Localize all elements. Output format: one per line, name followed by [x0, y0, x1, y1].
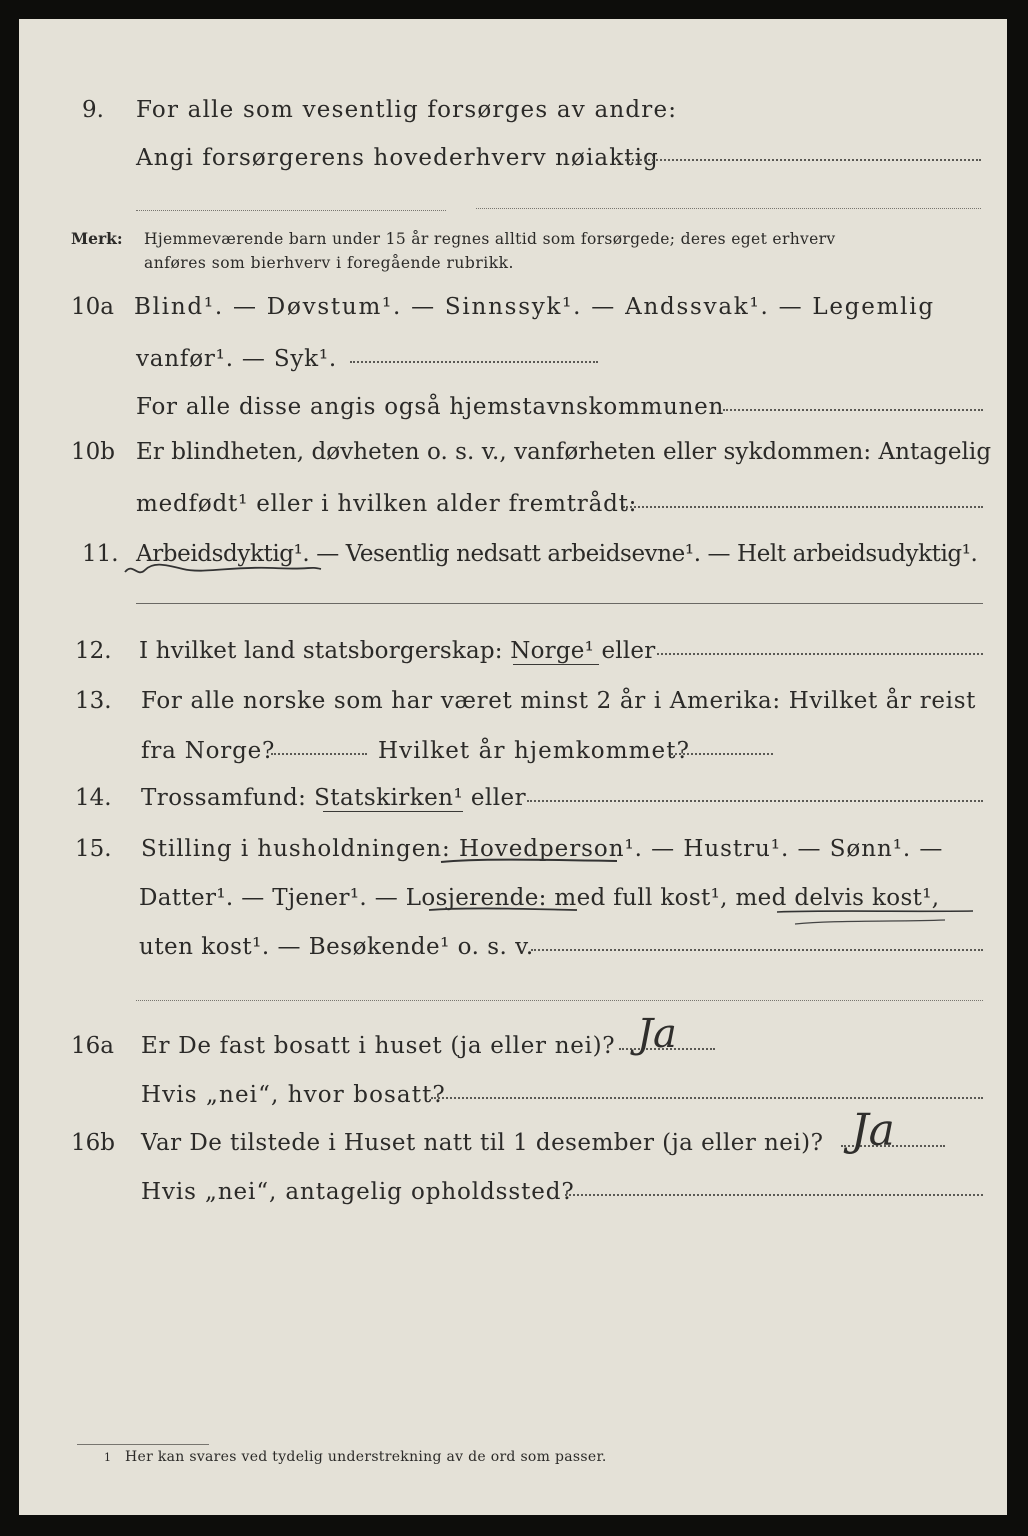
census-form-page	[19, 19, 1007, 1515]
q16a-number: 16a	[71, 1033, 114, 1059]
q13-line2a: fra Norge?	[141, 738, 276, 764]
q10b-number: 10b	[71, 439, 115, 465]
merk-label: Merk:	[71, 229, 123, 248]
q13-return-line[interactable]	[671, 753, 773, 755]
q16b-handwritten-answer: Ja	[851, 1105, 895, 1156]
footnote-text: Her kan svares ved tydelig understrekning av de ord som passer.	[125, 1449, 607, 1465]
q12-norge-underline	[513, 664, 599, 665]
q14-number: 14.	[75, 785, 112, 811]
q11-line1: Arbeidsdyktig¹. — Vesentlig nedsatt arbeidsevne¹. — Helt arbeidsudyktig¹.	[136, 541, 978, 567]
q15-line3: uten kost¹. — Besøkende¹ o. s. v.	[139, 934, 534, 960]
q10a-line3: For alle disse angis også hjemstavnskommunen	[136, 394, 725, 420]
q15-losjerende-underline	[427, 904, 579, 918]
q15-line2: Datter¹. — Tjener¹. — Losjerende: med full kost¹, med delvis kost¹,	[139, 885, 940, 911]
q15-line1: Stilling i husholdningen: Hovedperson¹. — Hustru¹. — Sønn¹. —	[141, 836, 944, 862]
q13-line2b: Hvilket år hjemkommet?	[378, 738, 691, 764]
q9-answer-line-2a[interactable]	[136, 210, 446, 211]
merk-line2: anføres som bierhverv i foregående rubrikk.	[144, 254, 514, 272]
q15-answer-line-2[interactable]	[136, 1000, 983, 1001]
q9-line1: For alle som vesentlig forsørges av andre:	[136, 97, 678, 123]
q10b-line1: Er blindheten, døvheten o. s. v., vanførheten eller sykdommen: Antagelig	[136, 439, 992, 465]
q10a-line1: Blind¹. — Døvstum¹. — Sinnssyk¹. — Andssvak¹. — Legemlig	[134, 294, 935, 320]
q14-statskirken-underline	[323, 811, 463, 812]
q15-delvis-underline	[775, 908, 975, 932]
q16a-residence-line[interactable]	[431, 1097, 983, 1099]
q9-number: 9.	[82, 97, 104, 123]
q16b-line1: Var De tilstede i Huset natt til 1 desember (ja eller nei)?	[141, 1130, 824, 1156]
q10a-line2: vanfør¹. — Syk¹.	[136, 346, 338, 372]
q16a-handwritten-answer: Ja	[637, 1011, 677, 1057]
q12-answer-line[interactable]	[657, 653, 983, 655]
q16b-stay-line[interactable]	[565, 1194, 983, 1196]
q14-answer-line[interactable]	[527, 800, 983, 802]
q10a-home-line[interactable]	[723, 409, 983, 411]
q10b-answer-line[interactable]	[623, 506, 983, 508]
q9-answer-line[interactable]	[625, 159, 981, 161]
q9-answer-line-2b[interactable]	[476, 208, 981, 209]
q12-number: 12.	[75, 638, 112, 664]
q10a-answer-line[interactable]	[350, 361, 598, 363]
q13-number: 13.	[75, 688, 112, 714]
footnote-mark: 1	[104, 1451, 111, 1464]
q16b-line2: Hvis „nei“, antagelig opholdssted?	[141, 1179, 575, 1205]
q16b-number: 16b	[71, 1130, 115, 1156]
q15-number: 15.	[75, 836, 112, 862]
q11-answer-line[interactable]	[136, 603, 983, 604]
q13-line1: For alle norske som har været minst 2 år i Amerika: Hvilket år reist	[141, 688, 977, 714]
q15-answer-line[interactable]	[531, 949, 983, 951]
q14-line1: Trossamfund: Statskirken¹ eller	[141, 785, 527, 811]
q13-departure-line[interactable]	[271, 753, 367, 755]
q16a-line1: Er De fast bosatt i huset (ja eller nei)?	[141, 1033, 616, 1059]
q11-handwritten-underline	[123, 560, 323, 578]
q10b-line2: medfødt¹ eller i hvilken alder fremtrådt:	[136, 491, 638, 517]
q10a-number: 10a	[71, 294, 114, 320]
merk-line1: Hjemmeværende barn under 15 år regnes alltid som forsørgede; deres eget erhverv	[144, 230, 836, 248]
q12-line1: I hvilket land statsborgerskap: Norge¹ eller	[139, 638, 656, 664]
footnote-rule	[77, 1444, 209, 1445]
q9-line2: Angi forsørgerens hovederhverv nøiaktig	[136, 145, 659, 171]
q15-hovedperson-underline	[439, 854, 619, 866]
q16a-line2: Hvis „nei“, hvor bosatt?	[141, 1082, 446, 1108]
q11-number: 11.	[82, 541, 119, 567]
